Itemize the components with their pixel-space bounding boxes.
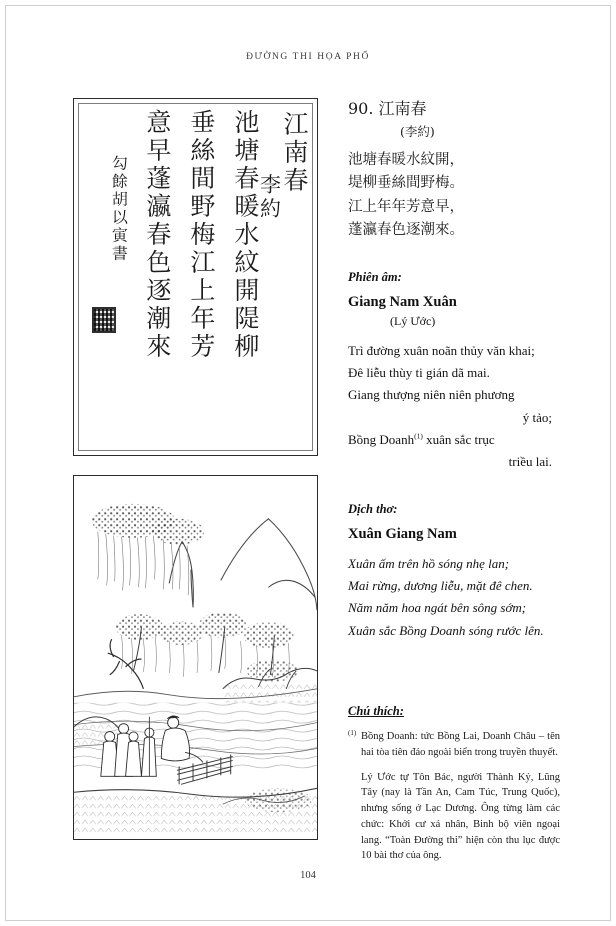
phien-am-line: Đê liễu thùy ti gián dã mai. (348, 364, 490, 380)
note-text: Bồng Doanh: tức Bồng Lai, Doanh Châu – tên hai tòa tiên đảo ngoài biển trong truyền thuyết. (361, 731, 560, 758)
dich-tho-line: Mai rừng, dương liễu, mặt đê chen. (348, 578, 533, 594)
note-item (348, 729, 560, 761)
note-marker: (1) (348, 729, 357, 738)
dich-tho-body (348, 553, 560, 642)
phien-am-line-with-note (348, 429, 560, 451)
phien-am-line: Trì đường xuân noãn thủy văn khai; (348, 342, 535, 358)
right-column (348, 98, 560, 873)
dich-tho-heading: Xuân Giang Nam (348, 525, 457, 542)
calligraphy-signature-column: 勾餘胡以寅書 (109, 154, 129, 264)
artist-seal-icon (92, 307, 116, 333)
dich-tho-line: Năm năm hoa ngát bên sông sớm; (348, 600, 527, 616)
phien-am-line-continued: triều lai. (508, 454, 552, 470)
footnote-ref[interactable]: (1) (414, 431, 423, 441)
running-head: ĐƯỜNG THI HỌA PHỔ (246, 52, 370, 62)
illustration-panel (73, 475, 318, 840)
dich-tho-label: Dịch thơ: (348, 501, 398, 516)
chinese-line: 池塘春暖水紋開， (348, 151, 464, 168)
phien-am-line-head: Bồng Doanh (348, 431, 415, 447)
phien-am-body (348, 340, 560, 474)
phien-am-label: Phiên âm: (348, 269, 402, 284)
calligraphy-author-text: 李約 (257, 173, 282, 222)
notes-section (348, 704, 560, 864)
calligraphy-title-column (257, 107, 309, 222)
phien-am-section (348, 270, 560, 474)
notes-label: Chú thích: (348, 704, 404, 719)
phien-am-heading: Giang Nam Xuân (348, 293, 457, 310)
calligraphy-columns (84, 107, 307, 447)
chinese-line: 蓬瀛春色逐潮來。 (348, 222, 464, 239)
chinese-poem-body (348, 149, 560, 243)
landscape-illustration (74, 476, 317, 839)
poem-title-cn: 江南春 (378, 99, 427, 118)
poem-number: 90. (348, 99, 374, 118)
dich-tho-line: Xuân ấm trên hồ sóng nhẹ lan; (348, 555, 510, 571)
chinese-line: 堤柳垂絲間野梅。 (348, 175, 464, 192)
left-column (73, 98, 318, 840)
calligraphy-verse-column-3: 意早蓬瀛春色逐潮來 (143, 108, 173, 362)
phien-am-line-tail: xuân sắc trục (422, 431, 495, 447)
phien-am-line: Giang thượng niên niên phương (348, 387, 515, 403)
phien-am-author: (Lý Ước) (390, 313, 436, 328)
calligraphy-verse-column-2: 垂絲間野梅江上年芳 (187, 108, 217, 362)
chinese-poem-title (348, 98, 560, 120)
calligraphy-title-text: 江南春 (280, 110, 309, 196)
notes-body (348, 729, 560, 864)
calligraphy-panel (73, 98, 318, 456)
note-text: Lý Ước tự Tôn Bác, người Thành Kỷ, Lũng Tây (nay là Tần An, Cam Túc, Trung Quốc), nhưng sống ở Lạc Dương. Ông từng làm các chức: Khởi cư xá nhân, Binh bộ viên ngoại lang. “Toàn Đường thi” hiện còn thu lục được 10 bài thơ của ông. (361, 771, 560, 862)
page-number: 104 (300, 870, 316, 881)
note-item (348, 770, 560, 865)
phien-am-line-continued: ý tảo; (522, 409, 552, 425)
dich-tho-line: Xuân sắc Bồng Doanh sóng rước lên. (348, 622, 544, 638)
calligraphy-verse-column-1: 池塘春暖水紋開隄柳 (231, 108, 260, 362)
chinese-line: 江上年年芳意早， (348, 198, 464, 215)
chinese-poem-author: (李約) (400, 123, 435, 139)
foreground-bank (74, 788, 317, 836)
dich-tho-section (348, 502, 560, 642)
